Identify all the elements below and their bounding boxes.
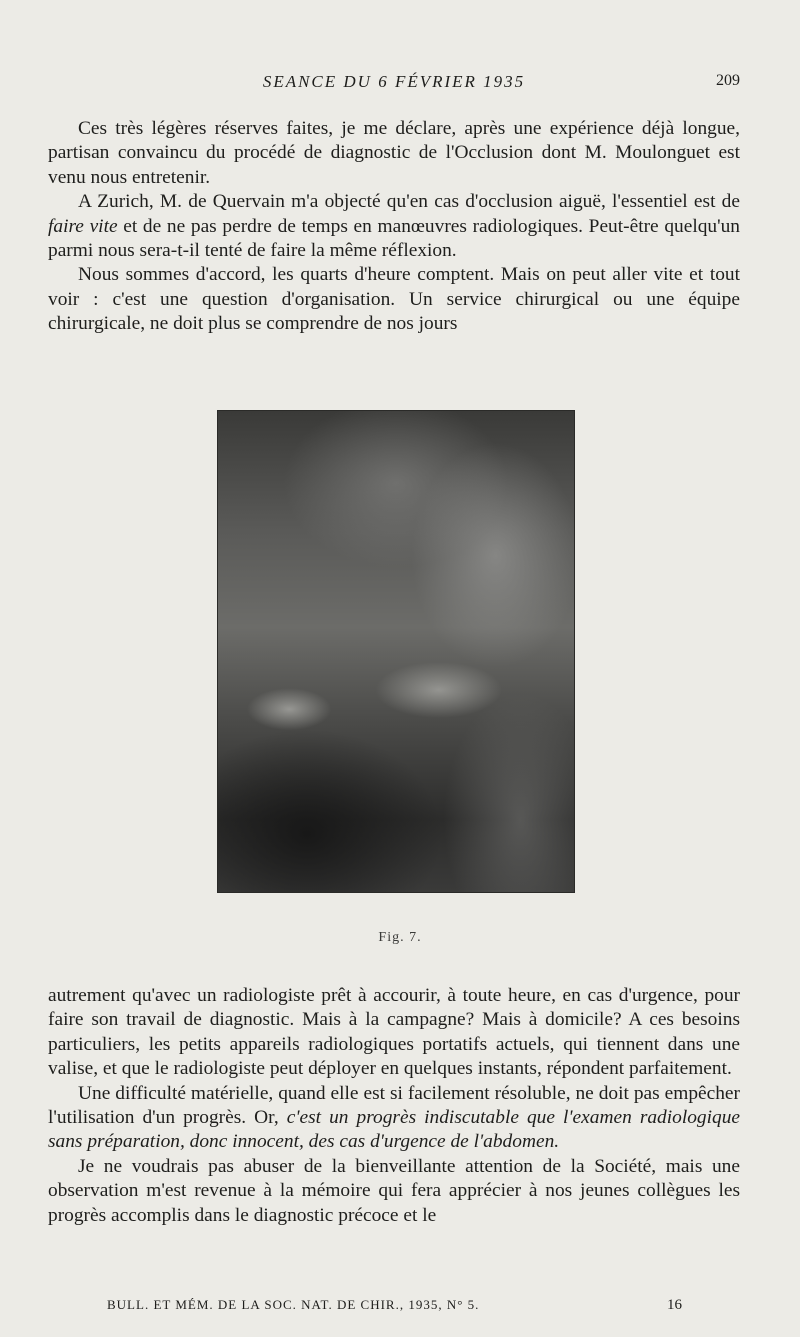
paragraph bbox=[48, 190, 740, 263]
emphasis-text: faire vite bbox=[48, 215, 118, 237]
running-title: SEANCE DU 6 FÉVRIER 1935 bbox=[262, 72, 526, 91]
text-run: et de ne pas perdre de temps en manœuvres radiologiques. Peut-être quelqu'un parmi nous sera-t-il tenté de faire la même réflexion. bbox=[48, 215, 740, 262]
paragraph: Ces très légères réserves faites, je me déclare, après une expérience déjà longue, partisan convaincu du procédé de diagnostic de l'Occlusion dont M. Moulonguet est venu nous entretenir. bbox=[48, 118, 740, 188]
paragraph bbox=[48, 1082, 740, 1155]
running-head bbox=[48, 72, 740, 96]
sheet-number: 16 bbox=[667, 1297, 682, 1313]
text-run: A Zurich, M. de Quervain m'a objecté qu'en cas d'occlusion aiguë, l'essentiel est de bbox=[78, 191, 740, 213]
page-footer bbox=[107, 1297, 682, 1317]
page-number: 209 bbox=[716, 72, 740, 89]
text-run: Une difficulté matérielle, quand elle est si facilement résoluble, ne doit pas empêcher l'utilisation d'un progrès. Or, bbox=[48, 1082, 740, 1129]
body-text-top bbox=[48, 117, 740, 337]
paragraph: Je ne voudrais pas abuser de la bienveillante attention de la Société, mais une observation m'est revenue à la mémoire qui fera apprécier à nos jeunes collègues les progrès accomplis dans le diagnostic précoce et le bbox=[48, 1155, 740, 1226]
journal-citation: BULL. ET MÉM. DE LA SOC. NAT. DE CHIR., 1935, N° 5. bbox=[107, 1297, 480, 1312]
radiograph-figure bbox=[217, 410, 575, 893]
paragraph: Nous sommes d'accord, les quarts d'heure comptent. Mais on peut aller vite et tout voir : c'est une question d'organisation. Un service chirurgical ou une équipe chirurgicale, ne doit plus se comprendre de nos jours bbox=[48, 264, 740, 335]
body-text-bottom bbox=[48, 984, 740, 1228]
paragraph: autrement qu'avec un radiologiste prêt à accourir, à toute heure, en cas d'urgence, pour faire son travail de diagnostic. Mais à la campagne? Mais à domicile? A ces besoins particuliers, les petits appareils radiologiques portatifs actuels, qui tiennent dans une valise, et que le radiologiste peut déployer en quelques instants, répondent parfaitement. bbox=[48, 985, 740, 1080]
figure-caption: Fig. 7. bbox=[378, 930, 422, 945]
emphasis-text: c'est un progrès indiscutable que l'examen radiologique sans préparation, donc innocent, des cas d'urgence de l'abdomen. bbox=[48, 1107, 740, 1153]
